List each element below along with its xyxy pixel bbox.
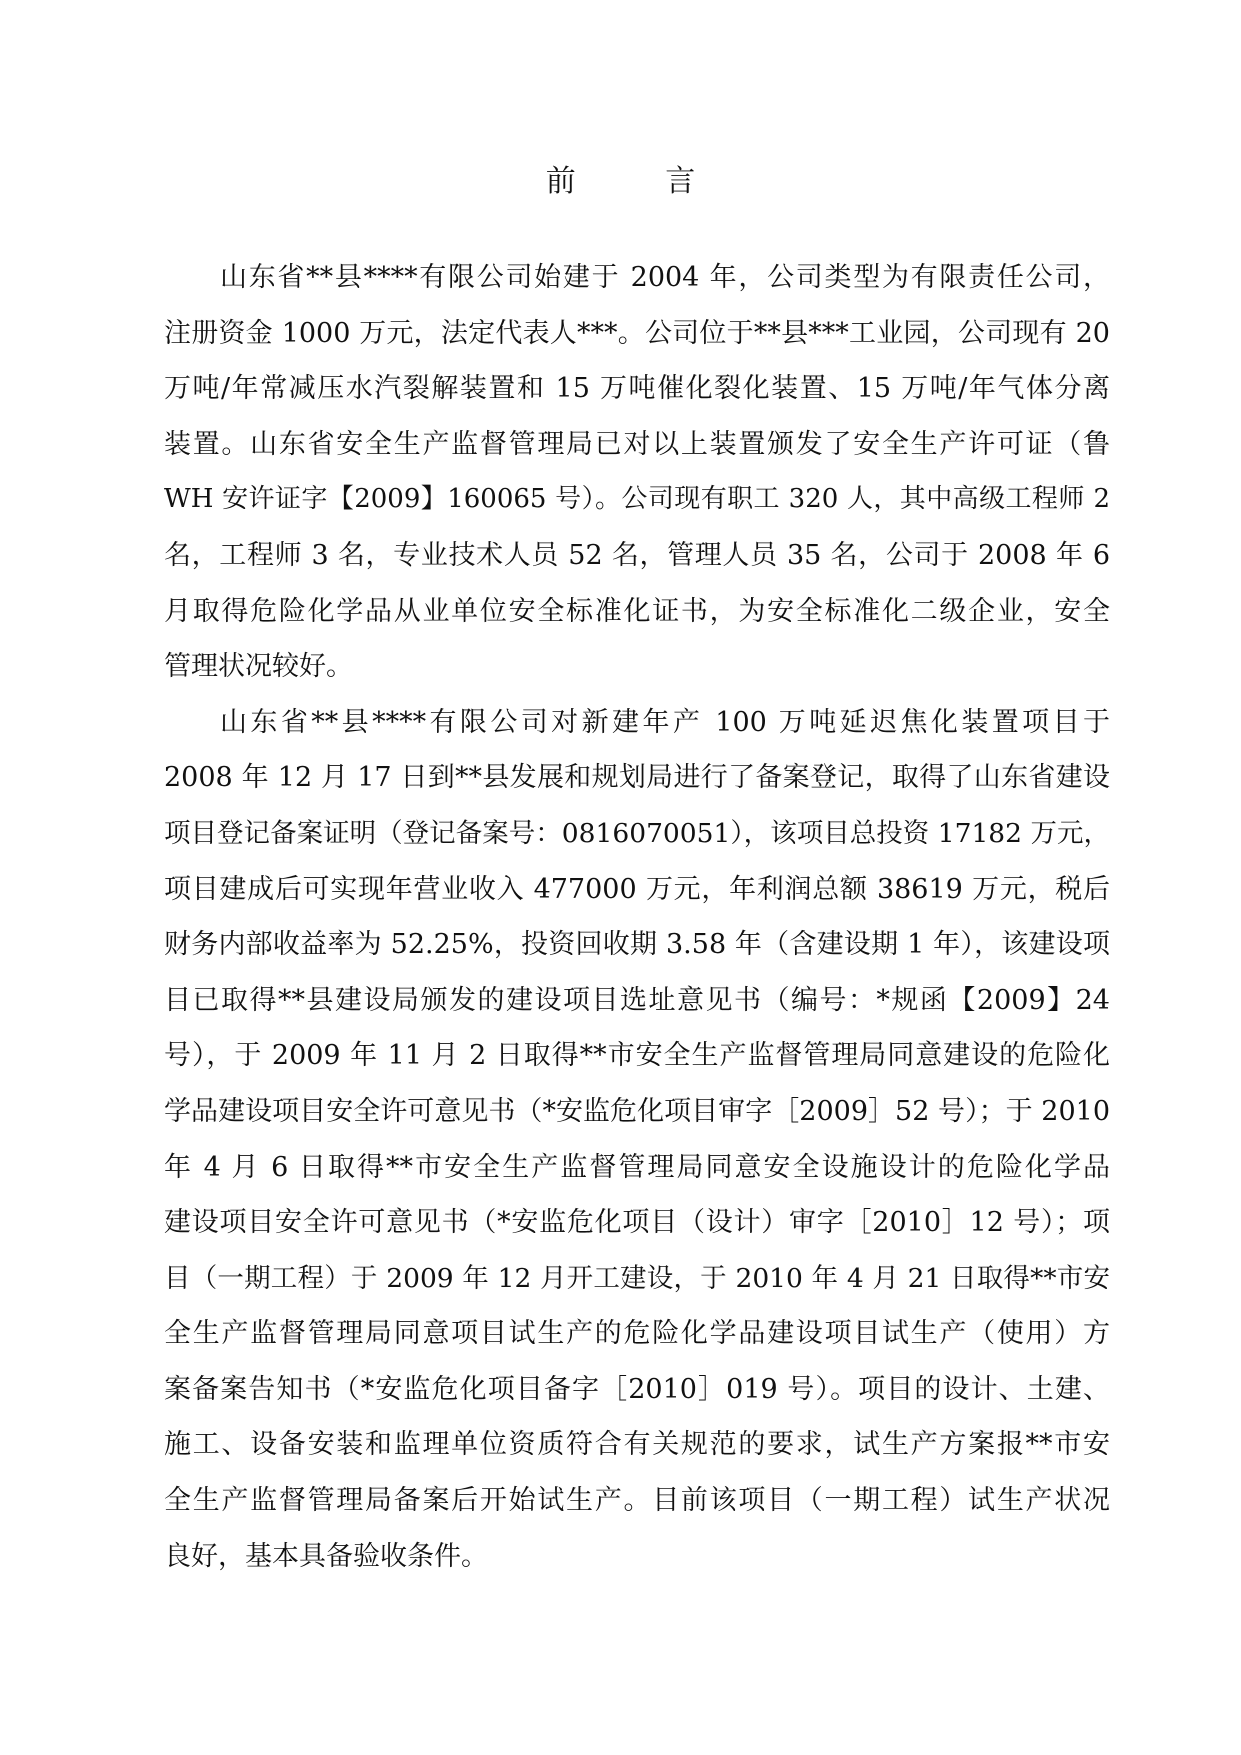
preface-body <box>164 250 1110 1584</box>
paragraph-2-line: 项目登记备案证明（登记备案号：0816070051），该项目总投资 17182 万元， <box>164 817 1110 849</box>
paragraph-2-line: 财务内部收益率为 52.25%，投资回收期 3.58 年（含建设期 1 年），该建设项 <box>164 929 1110 961</box>
paragraph-1-line: 名，工程师 3 名，专业技术人员 52 名，管理人员 35 名，公司于 2008 年 6 <box>164 539 1110 571</box>
page-title: 前 言 <box>545 164 736 199</box>
paragraph-1-line: 装置。山东省安全生产监督管理局已对以上装置颁发了安全生产许可证（鲁 <box>164 428 1110 460</box>
paragraph-2-line: 年 4 月 6 日取得**市安全生产监督管理局同意安全设施设计的危险化学品 <box>164 1151 1110 1183</box>
paragraph-2-line: 全生产监督管理局同意项目试生产的危险化学品建设项目试生产（使用）方 <box>164 1318 1110 1350</box>
paragraph-2-line: 案备案告知书（*安监危化项目备字［2010］019 号）。项目的设计、土建、 <box>164 1373 1110 1405</box>
paragraph-1-line: 月取得危险化学品从业单位安全标准化证书，为安全标准化二级企业，安全 <box>164 595 1110 627</box>
paragraph-2-line: 目已取得**县建设局颁发的建设项目选址意见书（编号：*规函【2009】24 <box>164 984 1110 1016</box>
paragraph-1-line: 山东省**县****有限公司始建于 2004 年，公司类型为有限责任公司， <box>220 262 1110 293</box>
paragraph-2-line: 施工、设备安装和监理单位资质符合有关规范的要求，试生产方案报**市安 <box>164 1429 1110 1461</box>
paragraph-1-line: 注册资金 1000 万元，法定代表人***。公司位于**县***工业园，公司现有 20 <box>164 317 1110 349</box>
paragraph-2-line: 项目建成后可实现年营业收入 477000 万元，年利润总额 38619 万元，税后 <box>164 873 1110 905</box>
paragraph-2-line: 目（一期工程）于 2009 年 12 月开工建设，于 2010 年 4 月 21 日取得**市安 <box>164 1262 1110 1294</box>
paragraph-1-line: 管理状况较好。 <box>164 651 353 683</box>
paragraph-1-line: WH 安许证字【2009】160065 号）。公司现有职工 320 人，其中高级工程师 2 <box>164 484 1110 515</box>
paragraph-2-line: 号），于 2009 年 11 月 2 日取得**市安全生产监督管理局同意建设的危险化 <box>164 1040 1110 1072</box>
paragraph-2-line: 2008 年 12 月 17 日到**县发展和规划局进行了备案登记，取得了山东省建设 <box>164 762 1110 794</box>
paragraph-2-line: 学品建设项目安全许可意见书（*安监危化项目审字［2009］52 号）；于 2010 <box>164 1095 1110 1127</box>
paragraph-2-line: 建设项目安全许可意见书（*安监危化项目（设计）审字［2010］12 号）；项 <box>164 1207 1110 1239</box>
paragraph-2-line: 全生产监督管理局备案后开始试生产。目前该项目（一期工程）试生产状况 <box>164 1485 1110 1517</box>
paragraph-2-line: 山东省**县****有限公司对新建年产 100 万吨延迟焦化装置项目于 <box>220 706 1110 738</box>
paragraph-1-line: 万吨/年常减压水汽裂解装置和 15 万吨催化裂化装置、15 万吨/年气体分离 <box>164 373 1110 405</box>
paragraph-2-line: 良好，基本具备验收条件。 <box>164 1540 488 1572</box>
